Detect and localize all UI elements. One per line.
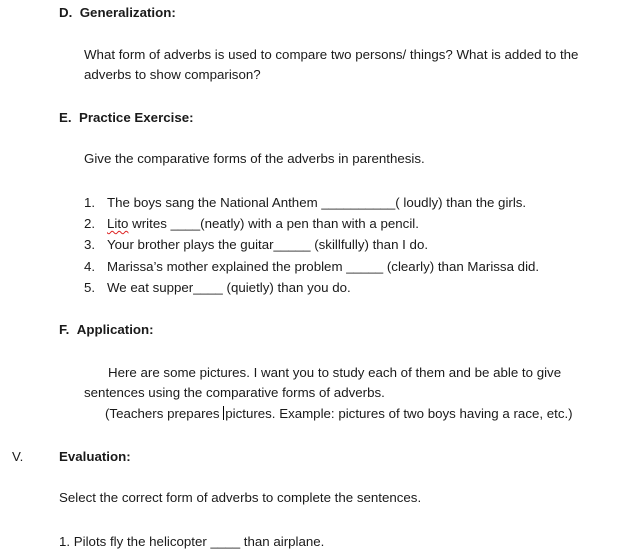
list-item-text: Marissa’s mother explained the problem _____ (clearly) than Marissa did. <box>107 259 540 274</box>
section-f-heading <box>59 321 154 339</box>
generalization-question: What form of adverbs is used to compare two persons/ things? What is added to the adverbs to show comparison? <box>84 47 579 82</box>
list-item <box>84 258 539 276</box>
list-item-text: Your brother plays the guitar_____ (skillfully) than I do. <box>107 237 429 252</box>
section-e-letter: E. <box>59 110 72 125</box>
section-f-letter: F. <box>59 322 70 337</box>
section-v-numeral: V. <box>12 449 24 464</box>
list-item <box>84 236 428 254</box>
application-paragraph: Here are some pictures. I want you to study each of them and be able to give sentences using the comparative forms of adverbs. <box>84 365 562 400</box>
list-item-text: The boys sang the National Anthem __________( loudly) than the girls. <box>107 195 527 210</box>
list-item-text: We eat supper____ (quietly) than you do. <box>107 280 351 295</box>
evaluation-instruction: Select the correct form of adverbs to complete the sentences. <box>59 490 422 505</box>
spellcheck-flagged-word: Lito <box>107 216 129 231</box>
section-d-title: Generalization: <box>79 5 176 20</box>
list-item-number: 3. <box>84 237 96 252</box>
application-note-end: pictures. Example: pictures of two boys having a race, etc.) <box>225 406 573 421</box>
section-f-title: Application: <box>76 322 154 337</box>
list-item <box>84 215 419 233</box>
section-d-letter: D. <box>59 5 73 20</box>
section-e-title: Practice Exercise: <box>78 110 194 125</box>
section-d-heading <box>59 4 176 22</box>
evaluation-item: 1. Pilots fly the helicopter ____ than airplane. <box>59 534 325 549</box>
list-item-text: writes ____(neatly) with a pen than with a pencil. <box>128 216 419 231</box>
section-e-heading <box>59 109 194 127</box>
section-v-title: Evaluation: <box>59 449 131 464</box>
list-item <box>84 194 526 212</box>
list-item-number: 5. <box>84 280 96 295</box>
list-item-number: 4. <box>84 259 96 274</box>
practice-instruction: Give the comparative forms of the adverbs in parenthesis. <box>84 151 425 166</box>
list-item-number: 2. <box>84 216 96 231</box>
application-note-start: (Teachers prepares <box>105 406 224 421</box>
application-note <box>105 405 573 423</box>
list-item <box>84 279 351 297</box>
list-item-number: 1. <box>84 195 96 210</box>
